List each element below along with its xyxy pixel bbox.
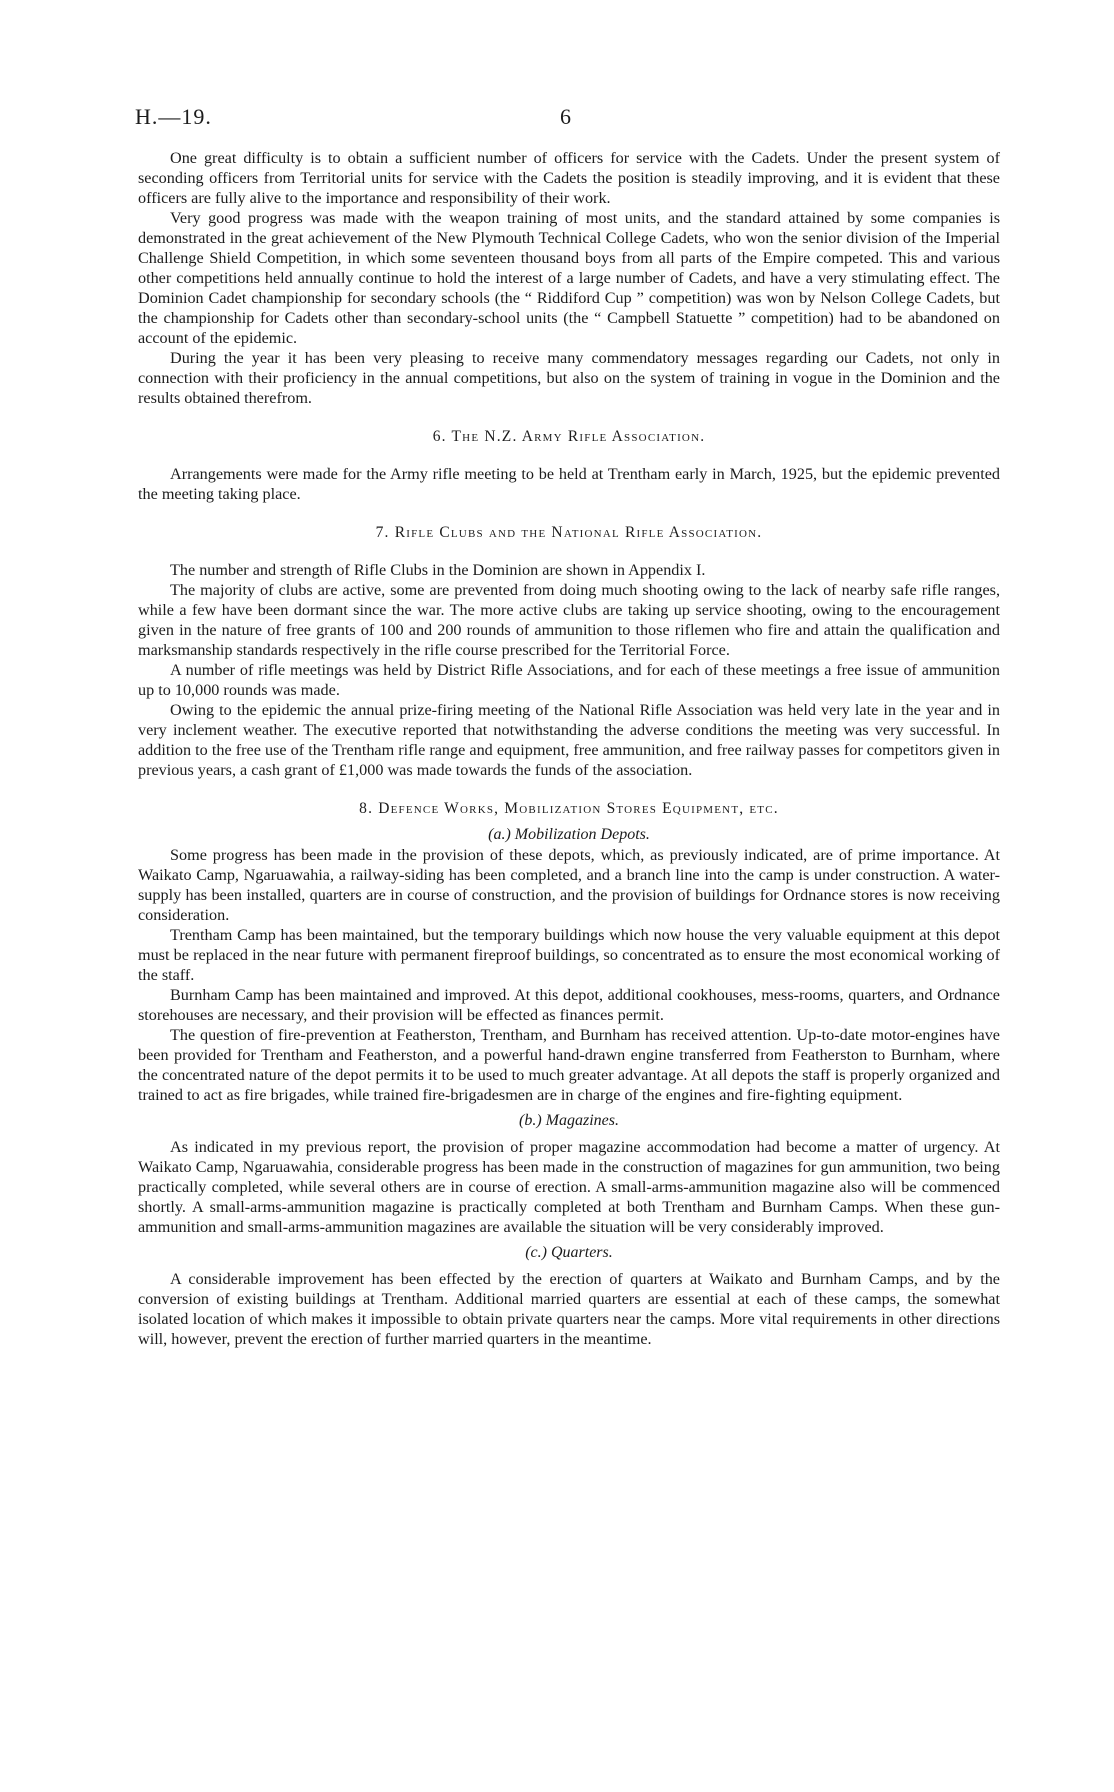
paragraph: Burnham Camp has been maintained and improved. At this depot, additional cookhouses, mess-rooms, quarters, and Ordnance storehouses are necessary, and their provision will be effected as finances permit. <box>138 986 1000 1024</box>
paragraph: A considerable improvement has been effected by the erection of quarters at Waikato and Burnham Camps, and by the conversion of existing buildings at Trentham. Additional married quarters are essential at each of these camps, the somewhat isolated location of which makes it impossible to obtain private quarters near the camps. More vital requirements in other directions will, however, prevent the erection of further married quarters in the meantime. <box>138 1270 1000 1348</box>
paragraph: Owing to the epidemic the annual prize-firing meeting of the National Rifle Association was held very late in the year and in very inclement weather. The executive reported that notwithstanding the adverse conditions the meeting was very successful. In addition to the free use of the Trentham rifle range and equipment, free ammunition, and free railway passes for competitors given in previous years, a cash grant of £1,000 was made towards the funds of the association. <box>138 701 1000 779</box>
paragraph: The number and strength of Rifle Clubs in the Dominion are shown in Appendix I. <box>170 561 706 579</box>
section-heading: 6. The N.Z. Army Rifle Association. <box>432 428 706 445</box>
paragraph: Arrangements were made for the Army rifle meeting to be held at Trentham early in March, 1925, but the epidemic prevented the meeting taking place. <box>138 465 1000 503</box>
paragraph: One great difficulty is to obtain a sufficient number of officers for service with the Cadets. Under the present system of seconding officers from Territorial units for service with the Cadets the position is steadily improving, and it is evident that these officers are fully alive to the importance and responsibility of their work. <box>138 149 1000 207</box>
subsection-heading: (c.) Quarters. <box>525 1244 613 1261</box>
page-number: 6 <box>560 104 571 129</box>
paragraph: The question of fire-prevention at Featherston, Trentham, and Burnham has received attention. Up-to-date motor-engines have been provided for Trentham and Featherston, and a powerful hand-drawn engine transferred from Featherston to Burnham, where the concentrated nature of the depot permits it to be used to much greater advantage. At all depots the staff is properly organized and trained to act as fire brigades, while trained fire-brigadesmen are in charge of the engines and fire-fighting equipment. <box>138 1026 1000 1104</box>
paragraph: Very good progress was made with the weapon training of most units, and the standard attained by some companies is demonstrated in the great achievement of the New Plymouth Technical College Cadets, who won the senior division of the Imperial Challenge Shield Competition, in which some seventeen thousand boys from all parts of the Empire competed. This and various other competitions held annually continue to hold the interest of a large number of Cadets, and have a very stimulating effect. The Dominion Cadet championship for secondary schools (the “ Riddiford Cup ” competition) was won by Nelson College Cadets, but the championship for Cadets other than secondary-school units (the “ Campbell Statuette ” competition) had to be abandoned on account of the epidemic. <box>138 209 1000 347</box>
section-heading: 8. Defence Works, Mobilization Stores Equipment, etc. <box>359 800 779 817</box>
paragraph: The majority of clubs are active, some are prevented from doing much shooting owing to the lack of nearby safe rifle ranges, while a few have been dormant since the war. The more active clubs are taking up service shooting, owing to the encouragement given in the nature of free grants of 100 and 200 rounds of ammunition to those riflemen who fire and attain the qualification and marksmanship standards respectively in the rifle course prescribed for the Territorial Force. <box>138 581 1000 659</box>
paragraph: During the year it has been very pleasing to receive many commendatory messages regarding our Cadets, not only in connection with their proficiency in the annual competitions, but also on the system of training in vogue in the Dominion and the results obtained therefrom. <box>138 349 1000 407</box>
subsection-heading: (a.) Mobilization Depots. <box>488 826 650 843</box>
paragraph: Trentham Camp has been maintained, but the temporary buildings which now house the very valuable equipment at this depot must be replaced in the near future with permanent fireproof buildings, so concentrated as to ensure the most economical working of the staff. <box>138 926 1000 984</box>
paragraph: A number of rifle meetings was held by District Rifle Associations, and for each of these meetings a free issue of ammunition up to 10,000 rounds was made. <box>138 661 1000 699</box>
subsection-heading: (b.) Magazines. <box>519 1112 619 1129</box>
body-text <box>138 148 1000 1349</box>
section-heading: 7. Rifle Clubs and the National Rifle Association. <box>375 524 763 541</box>
paragraph: As indicated in my previous report, the provision of proper magazine accommodation had become a matter of urgency. At Waikato Camp, Ngaruawahia, considerable progress has been made in the construction of magazines for gun ammunition, two being practically completed, while several others are in course of erection. A small-arms-ammunition magazine also will be commenced shortly. A small-arms-ammunition magazine is practically completed at both Trentham and Burnham Camps. When these gun-ammunition and small-arms-ammunition magazines are available the situation will be very considerably improved. <box>138 1138 1000 1236</box>
paragraph: Some progress has been made in the provision of these depots, which, as previously indicated, are of prime importance. At Waikato Camp, Ngaruawahia, a railway-siding has been completed, and a branch line into the camp is under construction. A water-supply has been installed, quarters are in course of construction, and the provision of buildings for Ordnance stores is now receiving consideration. <box>138 846 1000 924</box>
report-reference: H.—19. <box>135 104 212 129</box>
page-header <box>135 104 985 134</box>
